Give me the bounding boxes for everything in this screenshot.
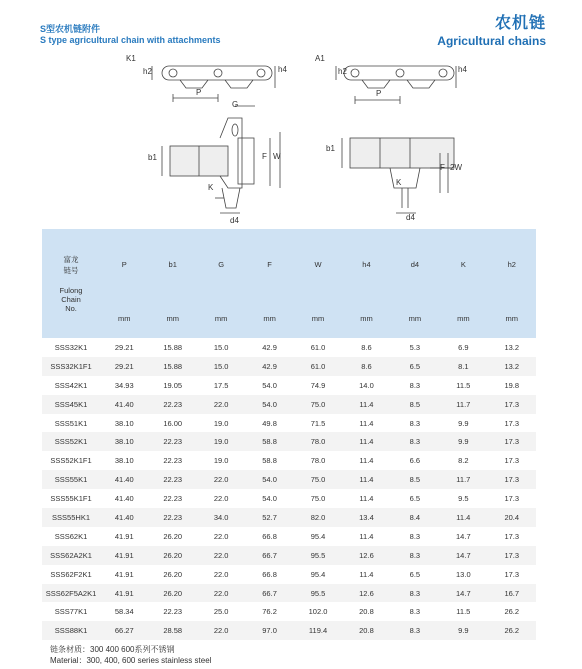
value-cell: 78.0: [294, 432, 342, 451]
value-cell: 41.40: [100, 395, 148, 414]
value-cell: 34.93: [114, 380, 134, 390]
a1-dim-h2: h2: [338, 67, 347, 76]
value-cell: 22.23: [148, 432, 196, 451]
value-cell: 42.9: [245, 357, 293, 376]
value-cell: 13.2: [488, 357, 536, 376]
value-cell: 17.3: [504, 531, 520, 541]
value-cell: 8.2: [458, 456, 469, 466]
a1-label: A1: [315, 54, 325, 63]
value-cell: 95.4: [310, 531, 326, 541]
unit-cell: mm: [148, 299, 196, 338]
table-row: [42, 546, 536, 565]
col-header: G: [197, 229, 245, 299]
k1-dim-k: K: [208, 183, 214, 192]
table-row: [42, 489, 536, 508]
value-cell: 75.0: [294, 395, 342, 414]
value-cell: 22.0: [197, 584, 245, 603]
value-cell: 78.0: [310, 456, 326, 466]
value-cell: 11.4: [359, 569, 374, 579]
value-cell: 58.8: [245, 432, 293, 451]
chain-model-cell: SSS55K1: [42, 470, 100, 489]
a1-dim-2w: 2W: [450, 163, 462, 172]
k1-dim-d4: d4: [230, 216, 239, 225]
value-cell: 41.91: [100, 584, 148, 603]
model-header: 富龙 链号 Fulong Chain No.: [42, 229, 100, 338]
value-cell: 26.2: [488, 621, 536, 640]
value-cell: 66.7: [245, 584, 293, 603]
value-cell: 14.7: [456, 531, 471, 541]
value-cell: 17.3: [488, 546, 536, 565]
a1-dim-b1: b1: [326, 144, 335, 153]
table-row: [42, 602, 536, 621]
table-row: [42, 470, 536, 489]
value-cell: 6.6: [409, 456, 421, 466]
chain-model-cell: SSS52K1F1: [50, 456, 92, 466]
value-cell: 8.5: [391, 395, 439, 414]
value-cell: 14.7: [439, 584, 487, 603]
table-units-row: [42, 299, 536, 338]
col-header: W: [294, 229, 342, 299]
value-cell: 41.40: [100, 508, 148, 527]
value-cell: 9.5: [458, 494, 469, 504]
value-cell: 41.91: [100, 546, 148, 565]
value-cell: 34.0: [197, 508, 245, 527]
value-cell: 41.40: [100, 470, 148, 489]
chain-model-cell: SSS52K1: [42, 432, 100, 451]
chain-spec-table: [42, 229, 536, 640]
value-cell: 28.58: [148, 621, 196, 640]
value-cell: 8.4: [391, 508, 439, 527]
value-cell: 22.0: [213, 531, 229, 541]
col-header: d4: [391, 229, 439, 299]
k1-label: K1: [126, 54, 136, 63]
chain-model-cell: SSS51K1: [54, 418, 88, 428]
value-cell: 26.20: [148, 584, 196, 603]
value-cell: 6.5: [391, 357, 439, 376]
table-row: [42, 565, 536, 584]
value-cell: 16.00: [163, 418, 183, 428]
value-cell: 22.23: [148, 395, 196, 414]
value-cell: 12.6: [342, 546, 390, 565]
value-cell: 66.7: [245, 546, 293, 565]
a1-dim-k: K: [396, 178, 402, 187]
value-cell: 41.91: [114, 569, 134, 579]
table-header-row: [42, 229, 536, 299]
chain-model-cell: SSS62F5A2K1: [42, 584, 100, 603]
value-cell: 66.8: [262, 569, 277, 579]
value-cell: 66.8: [262, 531, 277, 541]
unit-cell: mm: [100, 299, 148, 338]
table-row: [42, 414, 536, 433]
value-cell: 75.0: [294, 470, 342, 489]
value-cell: 9.9: [439, 621, 487, 640]
value-cell: 9.9: [439, 432, 487, 451]
chain-model-cell: SSS55K1F1: [50, 494, 92, 504]
k1-dim-f: F: [262, 152, 267, 161]
chain-model-cell: SSS32K1F1: [42, 357, 100, 376]
value-cell: 95.5: [294, 546, 342, 565]
value-cell: 38.10: [114, 456, 134, 466]
value-cell: 8.5: [391, 470, 439, 489]
value-cell: 13.4: [342, 508, 390, 527]
value-cell: 29.21: [100, 357, 148, 376]
value-cell: 49.8: [262, 418, 277, 428]
header-brand: [437, 14, 546, 48]
k1-dim-p: P: [196, 88, 202, 97]
value-cell: 29.21: [114, 342, 134, 352]
k1-dim-b1: b1: [148, 153, 157, 162]
value-cell: 11.4: [359, 531, 374, 541]
value-cell: 22.0: [197, 395, 245, 414]
value-cell: 95.5: [294, 584, 342, 603]
value-cell: 6.9: [458, 342, 469, 352]
chain-model-cell: SSS77K1: [54, 607, 88, 617]
value-cell: 22.23: [163, 494, 183, 504]
table-row: [42, 395, 536, 414]
value-cell: 20.8: [359, 607, 374, 617]
value-cell: 66.27: [100, 621, 148, 640]
a1-dim-d4: d4: [406, 213, 415, 222]
a1-dim-f: F: [440, 163, 445, 172]
value-cell: 38.10: [114, 418, 134, 428]
value-cell: 6.5: [409, 494, 421, 504]
table-row: [42, 451, 536, 470]
value-cell: 15.0: [197, 357, 245, 376]
value-cell: 41.40: [114, 494, 134, 504]
value-cell: 9.9: [458, 418, 469, 428]
material-note: [50, 644, 211, 666]
value-cell: 13.2: [504, 342, 520, 352]
table-row: [42, 338, 536, 357]
value-cell: 11.4: [359, 494, 374, 504]
unit-cell: mm: [294, 299, 342, 338]
chain-model-cell: SSS45K1: [42, 395, 100, 414]
value-cell: 58.34: [114, 607, 134, 617]
value-cell: 11.4: [342, 470, 390, 489]
value-cell: 74.9: [310, 380, 326, 390]
value-cell: 61.0: [294, 357, 342, 376]
value-cell: 16.7: [488, 584, 536, 603]
value-cell: 11.7: [439, 395, 487, 414]
unit-cell: mm: [391, 299, 439, 338]
table-row: [42, 527, 536, 546]
chain-model-cell: SSS42K1: [54, 380, 88, 390]
col-header: h2: [488, 229, 536, 299]
a1-dim-p: P: [376, 89, 382, 98]
table-row: [42, 621, 536, 640]
k1-dim-g: G: [232, 100, 239, 109]
unit-cell: mm: [439, 299, 487, 338]
value-cell: 22.0: [197, 546, 245, 565]
col-header: b1: [148, 229, 196, 299]
value-cell: 11.7: [439, 470, 487, 489]
material-en: Material：300, 400, 600 series stainless steel: [50, 656, 212, 665]
value-cell: 52.7: [245, 508, 293, 527]
table-body: [42, 338, 536, 640]
chain-model-cell: SSS55HK1: [42, 508, 100, 527]
k1-diagram: [140, 58, 290, 223]
brand-cn: 农机链: [494, 15, 546, 32]
chain-model-cell: SSS32K1: [54, 342, 88, 352]
value-cell: 54.0: [262, 494, 277, 504]
value-cell: 8.3: [391, 546, 439, 565]
a1-diagram: [330, 58, 470, 223]
value-cell: 20.8: [342, 621, 390, 640]
col-header: P: [100, 229, 148, 299]
value-cell: 8.3: [409, 607, 421, 617]
title-cn: S型农机链附件: [40, 24, 101, 34]
col-header: K: [439, 229, 487, 299]
value-cell: 54.0: [262, 380, 277, 390]
value-cell: 119.4: [294, 621, 342, 640]
value-cell: 14.7: [439, 546, 487, 565]
value-cell: 8.6: [342, 357, 390, 376]
value-cell: 19.8: [504, 380, 520, 390]
value-cell: 15.88: [148, 357, 196, 376]
value-cell: 26.20: [163, 569, 183, 579]
value-cell: 11.5: [456, 607, 471, 617]
value-cell: 14.0: [359, 380, 374, 390]
value-cell: 8.3: [409, 531, 421, 541]
value-cell: 22.23: [148, 508, 196, 527]
value-cell: 54.0: [245, 470, 293, 489]
value-cell: 22.23: [163, 456, 183, 466]
k1-dim-h2: h2: [143, 67, 152, 76]
unit-cell: mm: [245, 299, 293, 338]
value-cell: 71.5: [310, 418, 326, 428]
value-cell: 8.3: [391, 584, 439, 603]
value-cell: 12.6: [342, 584, 390, 603]
value-cell: 11.4: [342, 432, 390, 451]
value-cell: 22.0: [197, 621, 245, 640]
value-cell: 54.0: [245, 395, 293, 414]
value-cell: 22.0: [213, 494, 229, 504]
value-cell: 19.0: [197, 432, 245, 451]
value-cell: 22.0: [197, 470, 245, 489]
value-cell: 8.3: [391, 432, 439, 451]
value-cell: 17.5: [213, 380, 229, 390]
unit-cell: mm: [197, 299, 245, 338]
value-cell: 11.4: [359, 456, 374, 466]
unit-cell: mm: [488, 299, 536, 338]
value-cell: 19.0: [213, 456, 229, 466]
value-cell: 20.4: [488, 508, 536, 527]
table-row: [42, 432, 536, 451]
value-cell: 15.0: [213, 342, 229, 352]
value-cell: 38.10: [100, 432, 148, 451]
value-cell: 17.3: [504, 494, 520, 504]
value-cell: 26.20: [148, 546, 196, 565]
value-cell: 11.4: [342, 395, 390, 414]
value-cell: 41.91: [114, 531, 134, 541]
table-row: [42, 357, 536, 376]
value-cell: 17.3: [504, 418, 520, 428]
value-cell: 17.3: [488, 470, 536, 489]
value-cell: 17.3: [504, 456, 520, 466]
k1-dim-w: W: [273, 152, 281, 161]
value-cell: 76.2: [262, 607, 277, 617]
a1-dim-h4: h4: [458, 65, 467, 74]
value-cell: 5.3: [409, 342, 421, 352]
chain-model-cell: SSS62A2K1: [42, 546, 100, 565]
value-cell: 8.3: [391, 621, 439, 640]
value-cell: 22.23: [163, 607, 183, 617]
value-cell: 11.4: [439, 508, 487, 527]
value-cell: 13.0: [456, 569, 471, 579]
value-cell: 75.0: [310, 494, 326, 504]
chain-model-cell: SSS88K1: [42, 621, 100, 640]
value-cell: 42.9: [262, 342, 277, 352]
col-header: F: [245, 229, 293, 299]
value-cell: 8.3: [409, 380, 421, 390]
value-cell: 22.0: [213, 569, 229, 579]
value-cell: 11.4: [359, 418, 374, 428]
value-cell: 95.4: [310, 569, 326, 579]
table-row: [42, 584, 536, 603]
value-cell: 25.0: [213, 607, 229, 617]
value-cell: 97.0: [245, 621, 293, 640]
value-cell: 17.3: [504, 569, 520, 579]
table-row: [42, 508, 536, 527]
value-cell: 26.20: [163, 531, 183, 541]
value-cell: 15.88: [163, 342, 183, 352]
brand-en: Agricultural chains: [437, 34, 546, 48]
value-cell: 8.1: [439, 357, 487, 376]
value-cell: 17.3: [488, 432, 536, 451]
chain-model-cell: SSS62F2K1: [50, 569, 92, 579]
value-cell: 19.0: [213, 418, 229, 428]
value-cell: 58.8: [262, 456, 277, 466]
value-cell: 26.2: [504, 607, 520, 617]
material-cn: 链条材质：300 400 600系列不锈钢: [50, 645, 175, 654]
unit-cell: mm: [342, 299, 390, 338]
table-row: [42, 376, 536, 395]
header-title: [40, 24, 221, 46]
title-en: S type agricultural chain with attachments: [40, 35, 221, 45]
value-cell: 22.23: [148, 470, 196, 489]
value-cell: 17.3: [488, 395, 536, 414]
value-cell: 8.3: [409, 418, 421, 428]
chain-model-cell: SSS62K1: [54, 531, 88, 541]
value-cell: 82.0: [294, 508, 342, 527]
value-cell: 61.0: [310, 342, 326, 352]
col-header: h4: [342, 229, 390, 299]
value-cell: 8.6: [361, 342, 372, 352]
value-cell: 102.0: [308, 607, 328, 617]
value-cell: 11.5: [456, 380, 471, 390]
value-cell: 6.5: [409, 569, 421, 579]
value-cell: 19.05: [163, 380, 183, 390]
k1-dim-h4: h4: [278, 65, 287, 74]
